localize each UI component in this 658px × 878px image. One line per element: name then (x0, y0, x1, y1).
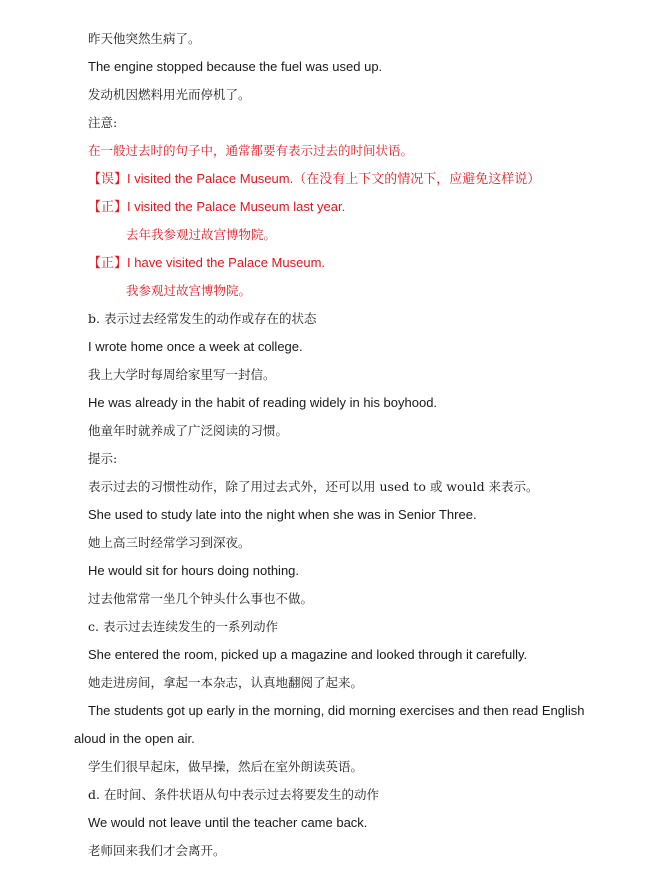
correct-example-translation: 去年我参观过故宫博物院。 (126, 227, 277, 242)
note-text: 在一般过去时的句子中，通常都要有表示过去的时间状语。 (88, 143, 414, 158)
correct-example-text: I have visited the Palace Museum. (127, 255, 326, 270)
text-line: She entered the room, picked up a magazine and looked through it carefully. (88, 647, 528, 662)
wrong-tag: 【误】 (88, 171, 128, 186)
note-heading: 注意: (88, 115, 118, 130)
correct-tag: 【正】 (88, 199, 128, 214)
text-line: The students got up early in the morning, did morning exercises and then read English (88, 703, 585, 718)
text-line: 昨天他突然生病了。 (88, 31, 201, 46)
wrong-example (88, 170, 540, 188)
correct-example-translation: 我参观过故宫博物院。 (126, 283, 252, 298)
text-line: We would not leave until the teacher came back. (88, 815, 368, 830)
tip-heading: 提示: (88, 451, 118, 466)
text-line: 她上高三时经常学习到深夜。 (88, 535, 251, 550)
correct-tag: 【正】 (88, 255, 128, 270)
text-line: 他童年时就养成了广泛阅读的习惯。 (88, 423, 289, 438)
text-line: 过去他常常一坐几个钟头什么事也不做。 (88, 591, 314, 606)
text-line: 老师回来我们才会离开。 (88, 843, 226, 858)
text-line: I wrote home once a week at college. (88, 339, 303, 354)
text-line: She used to study late into the night when she was in Senior Three. (88, 507, 477, 522)
text-line: The engine stopped because the fuel was used up. (88, 59, 383, 74)
text-line: 学生们很早起床，做早操，然后在室外朗读英语。 (88, 759, 364, 774)
text-line: He would sit for hours doing nothing. (88, 563, 300, 578)
text-line: He was already in the habit of reading widely in his boyhood. (88, 395, 438, 410)
section-heading-c: c. 表示过去连续发生的一系列动作 (88, 619, 278, 634)
section-heading-b: b. 表示过去经常发生的动作或存在的状态 (88, 311, 317, 326)
text-line: 我上大学时每周给家里写一封信。 (88, 367, 276, 382)
text-line: 发动机因燃料用光而停机了。 (88, 87, 251, 102)
correct-example (88, 254, 325, 272)
correct-example (88, 198, 345, 216)
text-line: aloud in the open air. (74, 731, 195, 746)
tip-text: 表示过去的习惯性动作，除了用过去式外，还可以用 used to 或 would 来表示。 (88, 479, 539, 494)
wrong-example-text: I visited the Palace Museum.（在没有上下文的情况下，应避免这样说） (127, 171, 541, 186)
section-heading-d: d. 在时间、条件状语从句中表示过去将要发生的动作 (88, 787, 379, 802)
correct-example-text: I visited the Palace Museum last year. (127, 199, 346, 214)
text-line: 她走进房间，拿起一本杂志，认真地翻阅了起来。 (88, 675, 364, 690)
